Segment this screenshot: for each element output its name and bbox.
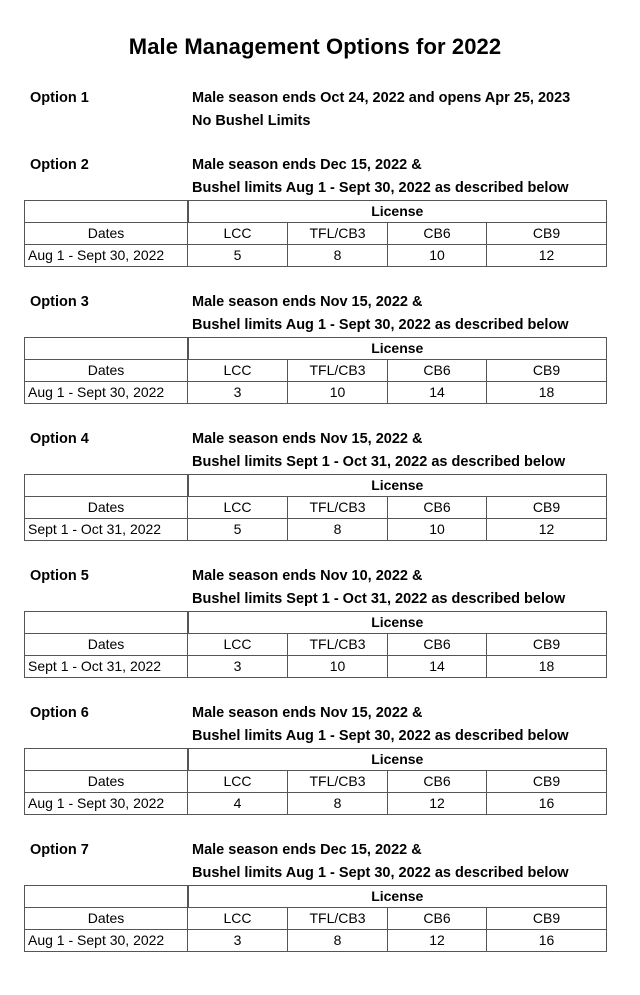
option-label: Option 3 xyxy=(30,294,89,310)
table-header-row xyxy=(25,201,607,223)
license-header: License xyxy=(188,201,607,223)
license-header: License xyxy=(188,475,607,497)
value-cell-cb9: 16 xyxy=(487,930,607,952)
license-header: License xyxy=(188,886,607,908)
value-cell-tfl-cb3: 8 xyxy=(288,930,388,952)
column-header-cb6: CB6 xyxy=(388,908,487,930)
header-blank-cell xyxy=(25,612,188,634)
header-blank-cell xyxy=(25,886,188,908)
column-header-tfl-cb3: TFL/CB3 xyxy=(288,360,388,382)
option-label: Option 2 xyxy=(30,157,89,173)
column-header-cb6: CB6 xyxy=(388,497,487,519)
bushel-limits-table xyxy=(24,748,607,815)
bushel-limits-table xyxy=(24,885,607,952)
option-description-line-2: Bushel limits Sept 1 - Oct 31, 2022 as described below xyxy=(192,454,566,470)
value-cell-tfl-cb3: 8 xyxy=(288,519,388,541)
license-header: License xyxy=(188,338,607,360)
column-header-cb9: CB9 xyxy=(487,497,607,519)
dates-cell: Aug 1 - Sept 30, 2022 xyxy=(25,245,188,267)
value-cell-cb6: 14 xyxy=(388,382,487,404)
column-header-tfl-cb3: TFL/CB3 xyxy=(288,634,388,656)
dates-header: Dates xyxy=(25,908,188,930)
option-description-line-2: No Bushel Limits xyxy=(192,113,311,129)
column-header-lcc: LCC xyxy=(188,497,288,519)
value-cell-tfl-cb3: 10 xyxy=(288,656,388,678)
option-description-line-1: Male season ends Dec 15, 2022 & xyxy=(192,842,422,858)
table-header-row xyxy=(25,749,607,771)
option-description-line-2: Bushel limits Aug 1 - Sept 30, 2022 as described below xyxy=(192,865,569,881)
header-blank-cell xyxy=(25,749,188,771)
option-label: Option 5 xyxy=(30,568,89,584)
value-cell-lcc: 3 xyxy=(188,656,288,678)
table-header-row xyxy=(25,886,607,908)
option-description-line-2: Bushel limits Sept 1 - Oct 31, 2022 as described below xyxy=(192,591,566,607)
value-cell-cb6: 12 xyxy=(388,793,487,815)
option-description-line-1: Male season ends Nov 15, 2022 & xyxy=(192,705,423,721)
value-cell-tfl-cb3: 10 xyxy=(288,382,388,404)
header-blank-cell xyxy=(25,338,188,360)
column-header-cb6: CB6 xyxy=(388,223,487,245)
license-header: License xyxy=(188,749,607,771)
column-header-tfl-cb3: TFL/CB3 xyxy=(288,771,388,793)
dates-header: Dates xyxy=(25,771,188,793)
header-blank-cell xyxy=(25,475,188,497)
header-blank-cell xyxy=(25,201,188,223)
bushel-limits-table xyxy=(24,200,607,267)
column-header-cb9: CB9 xyxy=(487,771,607,793)
column-header-lcc: LCC xyxy=(188,360,288,382)
table-row xyxy=(25,519,607,541)
option-description-line-2: Bushel limits Aug 1 - Sept 30, 2022 as described below xyxy=(192,317,569,333)
value-cell-lcc: 5 xyxy=(188,519,288,541)
column-header-cb9: CB9 xyxy=(487,223,607,245)
dates-cell: Aug 1 - Sept 30, 2022 xyxy=(25,793,188,815)
value-cell-cb9: 12 xyxy=(487,519,607,541)
option-label: Option 7 xyxy=(30,842,89,858)
option-label: Option 4 xyxy=(30,431,89,447)
value-cell-lcc: 4 xyxy=(188,793,288,815)
table-row xyxy=(25,245,607,267)
option-description-line-1: Male season ends Dec 15, 2022 & xyxy=(192,157,422,173)
table-header-row xyxy=(25,338,607,360)
table-column-row xyxy=(25,497,607,519)
value-cell-cb9: 16 xyxy=(487,793,607,815)
column-header-cb6: CB6 xyxy=(388,360,487,382)
value-cell-cb6: 14 xyxy=(388,656,487,678)
value-cell-tfl-cb3: 8 xyxy=(288,793,388,815)
option-label: Option 1 xyxy=(30,90,89,106)
option-description-line-1: Male season ends Oct 24, 2022 and opens Apr 25, 2023 xyxy=(192,90,571,106)
bushel-limits-table xyxy=(24,611,607,678)
dates-header: Dates xyxy=(25,634,188,656)
value-cell-lcc: 5 xyxy=(188,245,288,267)
option-description-line-2: Bushel limits Aug 1 - Sept 30, 2022 as described below xyxy=(192,180,569,196)
column-header-lcc: LCC xyxy=(188,771,288,793)
column-header-tfl-cb3: TFL/CB3 xyxy=(288,497,388,519)
table-column-row xyxy=(25,908,607,930)
dates-header: Dates xyxy=(25,497,188,519)
column-header-tfl-cb3: TFL/CB3 xyxy=(288,908,388,930)
value-cell-lcc: 3 xyxy=(188,382,288,404)
table-column-row xyxy=(25,634,607,656)
value-cell-cb6: 12 xyxy=(388,930,487,952)
value-cell-cb6: 10 xyxy=(388,245,487,267)
dates-cell: Sept 1 - Oct 31, 2022 xyxy=(25,656,188,678)
dates-header: Dates xyxy=(25,360,188,382)
column-header-cb6: CB6 xyxy=(388,771,487,793)
table-row xyxy=(25,656,607,678)
table-column-row xyxy=(25,223,607,245)
dates-header: Dates xyxy=(25,223,188,245)
value-cell-cb9: 18 xyxy=(487,382,607,404)
value-cell-lcc: 3 xyxy=(188,930,288,952)
value-cell-cb9: 18 xyxy=(487,656,607,678)
license-header: License xyxy=(188,612,607,634)
dates-cell: Sept 1 - Oct 31, 2022 xyxy=(25,519,188,541)
table-header-row xyxy=(25,475,607,497)
bushel-limits-table xyxy=(24,474,607,541)
value-cell-cb6: 10 xyxy=(388,519,487,541)
column-header-lcc: LCC xyxy=(188,223,288,245)
table-row xyxy=(25,382,607,404)
dates-cell: Aug 1 - Sept 30, 2022 xyxy=(25,382,188,404)
page-title: Male Management Options for 2022 xyxy=(128,34,502,59)
column-header-cb6: CB6 xyxy=(388,634,487,656)
option-description-line-1: Male season ends Nov 15, 2022 & xyxy=(192,431,423,447)
column-header-lcc: LCC xyxy=(188,908,288,930)
table-header-row xyxy=(25,612,607,634)
table-row xyxy=(25,793,607,815)
dates-cell: Aug 1 - Sept 30, 2022 xyxy=(25,930,188,952)
option-description-line-1: Male season ends Nov 15, 2022 & xyxy=(192,294,423,310)
bushel-limits-table xyxy=(24,337,607,404)
column-header-cb9: CB9 xyxy=(487,634,607,656)
option-label: Option 6 xyxy=(30,705,89,721)
value-cell-tfl-cb3: 8 xyxy=(288,245,388,267)
column-header-cb9: CB9 xyxy=(487,908,607,930)
option-description-line-2: Bushel limits Aug 1 - Sept 30, 2022 as described below xyxy=(192,728,569,744)
column-header-cb9: CB9 xyxy=(487,360,607,382)
table-column-row xyxy=(25,771,607,793)
column-header-lcc: LCC xyxy=(188,634,288,656)
value-cell-cb9: 12 xyxy=(487,245,607,267)
option-description-line-1: Male season ends Nov 10, 2022 & xyxy=(192,568,423,584)
table-row xyxy=(25,930,607,952)
table-column-row xyxy=(25,360,607,382)
column-header-tfl-cb3: TFL/CB3 xyxy=(288,223,388,245)
